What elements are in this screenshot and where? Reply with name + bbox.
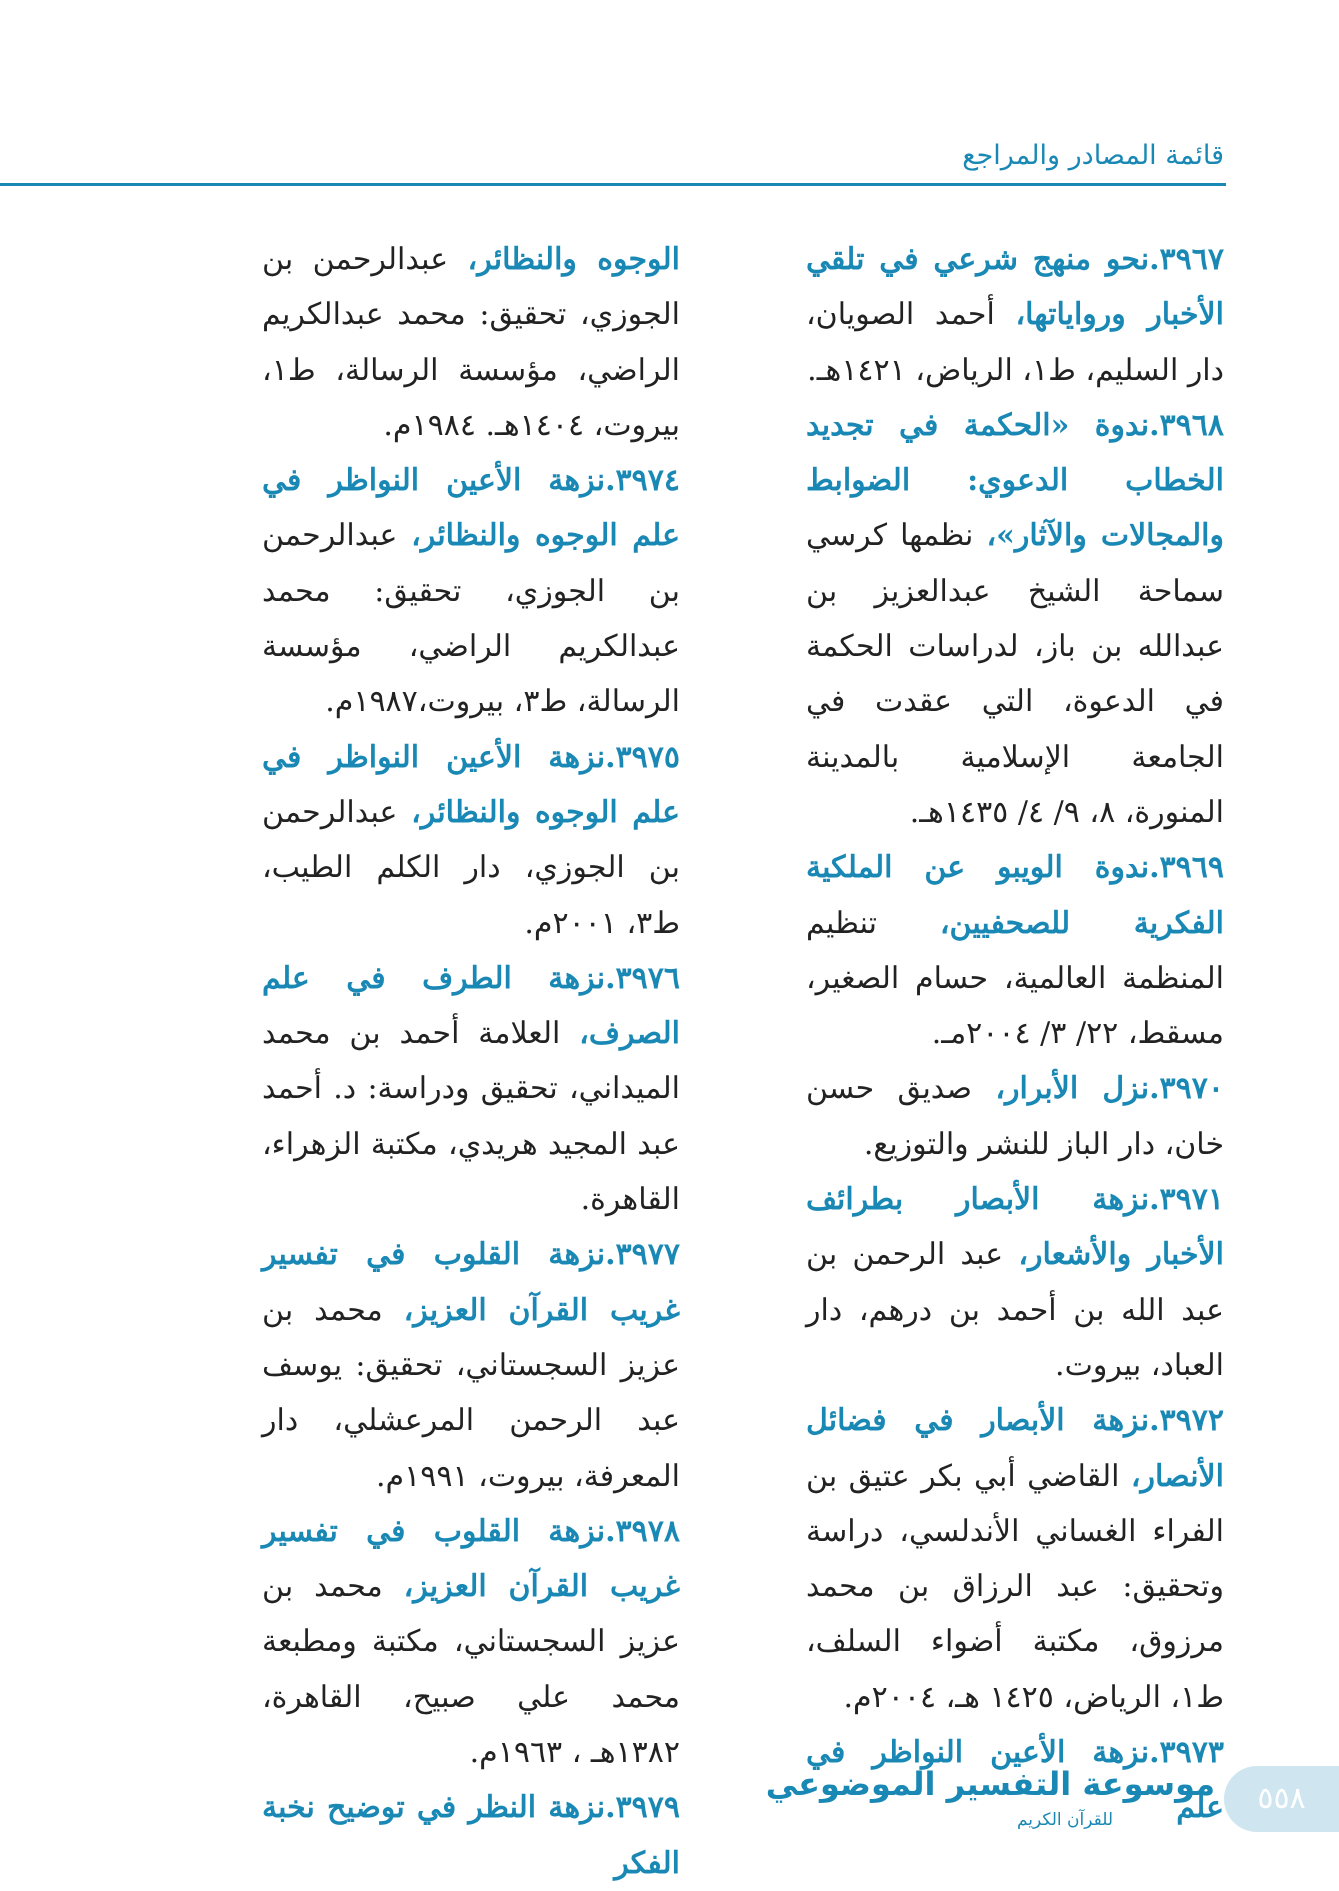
entry-details: عبد الرحمن بن عبد الله بن أحمد بن درهم، دار العباد، بيروت.: [806, 1237, 1224, 1383]
entry-number: ٣٩٧٥.: [605, 739, 680, 775]
running-header-title: قائمة المصادر والمراجع: [962, 140, 1224, 171]
entry-details: القاضي أبي بكر عتيق بن الفراء الغساني الأندلسي، دراسة وتحقيق: عبد الرزاق بن محمد مرزوق، مكتبة أضواء السلف، ط١، الرياض، ١٤٢٥ هـ، ٢٠٠٤م.: [806, 1458, 1224, 1715]
entry-title: الوجوه والنظائر،: [467, 242, 680, 277]
reference-entry: [262, 1780, 680, 1891]
entry-details: نظمها كرسي سماحة الشيخ عبدالعزيز بن عبدالله بن باز، لدراسات الحكمة في الدعوة، التي عقدت في الجامعة الإسلامية بالمدينة المنورة، ٨، ٩/ ٤/ ١٤٣٥هـ.: [806, 518, 1224, 830]
entry-title: ندوة «الحكمة في تجديد الخطاب الدعوي: الضوابط والمجالات والآثار»،: [806, 407, 1224, 554]
reference-entry: [262, 1504, 680, 1780]
entry-number: ٣٩٧٢.: [1149, 1403, 1224, 1439]
logo-subtitle: للقرآن الكريم: [1016, 1810, 1114, 1830]
entry-number: ٣٩٧٤.: [605, 463, 680, 499]
reference-entry: [262, 1227, 680, 1503]
left-column: [262, 232, 680, 1891]
entry-title: نزل الأبرار،: [995, 1071, 1150, 1107]
entry-title: نزهة الأبصار في فضائل الأنصار،: [806, 1403, 1224, 1494]
reference-entry: [806, 1393, 1224, 1725]
header-rule: [0, 183, 1226, 186]
entry-title: نزهة الأعين النواظر في علم: [806, 1735, 1224, 1826]
entry-number: ٣٩٦٨.: [1149, 407, 1224, 443]
entry-title: نزهة الأعين النواظر في علم الوجوه والنظائر،: [262, 463, 680, 554]
entry-number: ٣٩٧٣.: [1149, 1735, 1224, 1771]
entry-details: عبدالرحمن بن الجوزي، دار الكلم الطيب، ط٣، ٢٠٠١م.: [262, 794, 680, 941]
reference-entry: [262, 453, 680, 729]
reference-entry: [262, 951, 680, 1227]
encyclopedia-logo: [765, 1760, 1215, 1860]
entry-number: ٣٩٧١.: [1149, 1182, 1224, 1218]
reference-entry: [806, 1061, 1224, 1172]
entry-details: تنظيم المنظمة العالمية، حسام الصغير، مسقط، ٢٢/ ٣/ ٢٠٠٤مـ.: [806, 905, 1224, 1052]
entry-title: نزهة الطرف في علم الصرف،: [262, 960, 680, 1052]
logo-title: موسوعة التفسير الموضوعي: [765, 1765, 1215, 1803]
reference-entry: [806, 232, 1224, 398]
entry-details: عبدالرحمن بن الجوزي، تحقيق: محمد عبدالكريم الراضي، مؤسسة الرسالة، ط٣، بيروت،١٩٨٧م.: [262, 518, 680, 720]
right-column: [765, 232, 1225, 1836]
reference-entry: [806, 398, 1224, 840]
entry-title: نزهة الأعين النواظر في علم الوجوه والنظائر،: [262, 739, 680, 830]
entry-details: محمد بن عزيز السجستاني، مكتبة ومطبعة محمد علي صبيح، القاهرة، ١٣٨٢هـ ، ١٩٦٣م.: [262, 1569, 680, 1771]
entry-number: ٣٩٦٧.: [1149, 242, 1224, 277]
entry-title: ندوة الويبو عن الملكية الفكرية للصحفيين،: [806, 850, 1224, 941]
entry-details: عبدالرحمن بن الجوزي، تحقيق: محمد عبدالكريم الراضي، مؤسسة الرسالة، ط١، بيروت، ١٤٠٤هـ. ١٩٨٤م.: [262, 242, 680, 443]
entry-details: أحمد الصويان، دار السليم، ط١، الرياض، ١٤٢١هـ.: [806, 297, 1224, 388]
entry-title: نزهة القلوب في تفسير غريب القرآن العزيز،: [262, 1513, 680, 1605]
entry-title: نحو منهج شرعي في تلقي الأخبار ورواياتها،: [806, 242, 1224, 333]
entry-number: ٣٩٧٧.: [605, 1237, 680, 1273]
page-number-tab: [1224, 1766, 1339, 1832]
entry-title: نزهة القلوب في تفسير غريب القرآن العزيز،: [262, 1237, 680, 1328]
reference-entry: [806, 1172, 1224, 1393]
entry-number: ٣٩٦٩.: [1149, 850, 1224, 886]
reference-entry-continued: [262, 232, 680, 453]
entry-number: ٣٩٧٠.: [1149, 1071, 1224, 1107]
entry-number: ٣٩٧٦.: [605, 960, 680, 996]
entry-details: محمد بن عزيز السجستاني، تحقيق: يوسف عبد الرحمن المرعشلي، دار المعرفة، بيروت، ١٩٩١م.: [262, 1292, 680, 1494]
entry-number: ٣٩٧٨.: [605, 1513, 680, 1549]
page-number: ٥٥٨: [1257, 1781, 1306, 1816]
entry-title: نزهة النظر في توضيح نخبة الفكر: [262, 1790, 680, 1881]
reference-entry: [262, 730, 680, 951]
entry-title: نزهة الأبصار بطرائف الأخبار والأشعار،: [806, 1182, 1225, 1273]
reference-entry: [806, 840, 1224, 1061]
entry-details: صديق حسن خان، دار الباز للنشر والتوزيع.: [806, 1071, 1224, 1162]
entry-details: العلامة أحمد بن محمد الميداني، تحقيق ودراسة: د. أحمد عبد المجيد هريدي، مكتبة الزهراء، القاهرة.: [262, 1016, 680, 1218]
entry-number: ٣٩٧٩.: [605, 1790, 680, 1826]
